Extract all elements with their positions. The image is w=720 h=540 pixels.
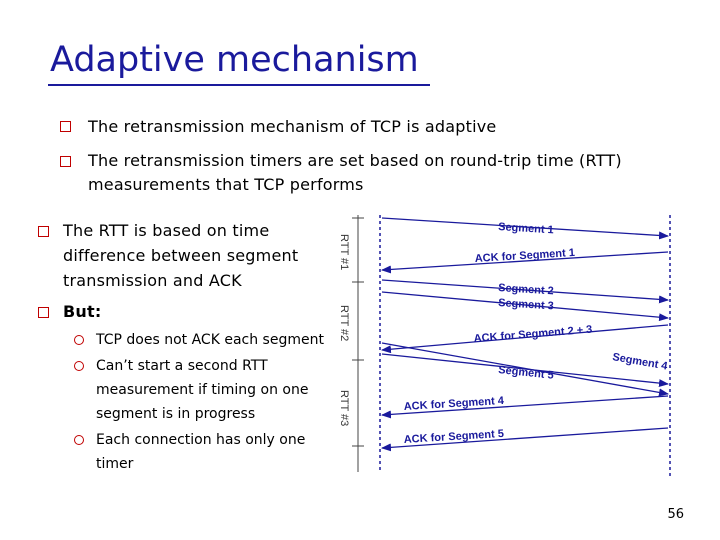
bullet-4-text: But: [63, 302, 102, 321]
bullet-3-line-1: The RTT is based on time [63, 221, 270, 240]
slide-title: Adaptive mechanism [50, 40, 419, 80]
message-label: Segment 5 [497, 364, 555, 382]
bullet-3-line-3: transmission and ACK [63, 271, 242, 290]
rtt-label: RTT #2 [338, 305, 350, 342]
bullet-2-line-2: measurements that TCP performs [88, 175, 364, 194]
bullet-2-line-1: The retransmission timers are set based on round-trip time (RTT) [88, 151, 622, 170]
message-label: ACK for Segment 5 [403, 427, 505, 446]
page-number: 56 [667, 507, 684, 522]
message-label: ACK for Segment 1 [474, 246, 576, 265]
sub-bullet-3-line-2: timer [96, 456, 134, 472]
sub-bullet-2-line-1: Can’t start a second RTT [96, 358, 268, 374]
bullet-1-text: The retransmission mechanism of TCP is adaptive [88, 117, 497, 136]
rtt-label: RTT #3 [338, 390, 350, 427]
bullet-3-line-2: difference between segment [63, 246, 299, 265]
sub-bullet-1-line-1: TCP does not ACK each segment [96, 332, 324, 348]
sub-bullet-2-line-2: measurement if timing on one [96, 382, 309, 398]
message-label: ACK for Segment 4 [403, 394, 505, 413]
sub-bullet-3-line-1: Each connection has only one [96, 432, 306, 448]
message-label: ACK for Segment 2 + 3 [473, 323, 593, 345]
message-label: Segment 4 [611, 351, 669, 373]
rtt-label: RTT #1 [338, 234, 350, 271]
message-label: Segment 3 [497, 297, 555, 313]
message-label: Segment 1 [497, 221, 555, 237]
message-label: Segment 2 [497, 282, 555, 298]
sub-bullet-2-line-3: segment is in progress [96, 406, 256, 422]
